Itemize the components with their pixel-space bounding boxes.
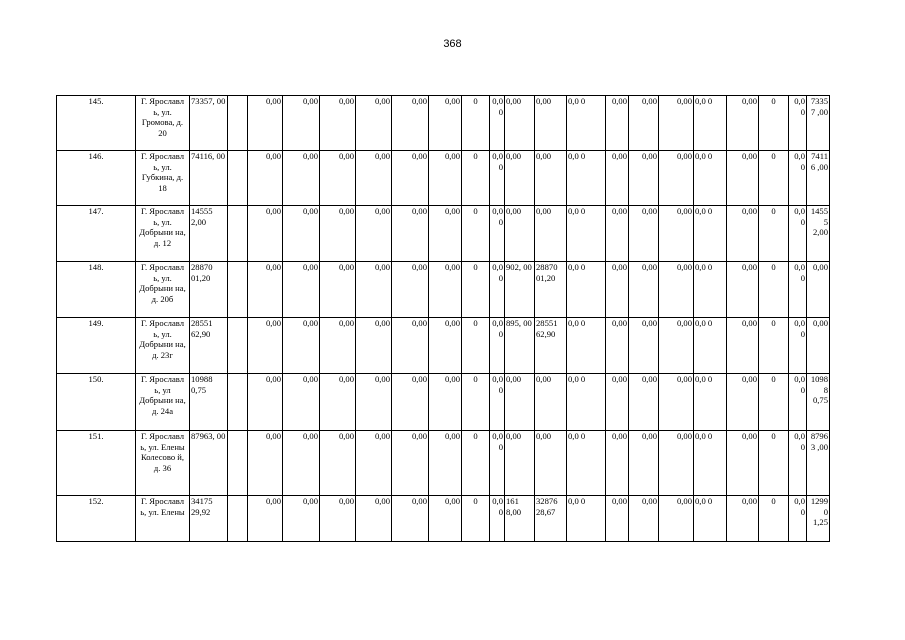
value-cell: 0,00 (629, 374, 659, 431)
value-cell: 0,00 (490, 318, 505, 374)
address-cell: Г. Ярославл ь, ул Добрыни на, д. 24а (136, 374, 190, 431)
value-cell: 0,00 (606, 262, 629, 318)
value-cell: 0 (759, 374, 789, 431)
value-cell (228, 96, 248, 151)
value-cell: 0,00 (283, 496, 320, 542)
value-cell: 0,00 (320, 96, 356, 151)
value-cell: 0,00 (727, 318, 759, 374)
table-row (57, 96, 870, 151)
value-cell: 0 (462, 96, 490, 151)
value-cell: 0,00 (392, 374, 429, 431)
value-cell: 0,00 (659, 431, 694, 496)
value-cell: 0,00 (727, 431, 759, 496)
value-cell: 0,00 (320, 496, 356, 542)
value-cell: 0,00 (606, 151, 629, 206)
value-cell (228, 496, 248, 542)
value-cell: 0,00 (392, 151, 429, 206)
value-cell: 0,00 (629, 151, 659, 206)
value-cell: 28870 01,20 (190, 262, 228, 318)
value-cell: 0 (462, 206, 490, 262)
value-cell: 0,00 (248, 496, 283, 542)
value-cell: 0,0 0 (567, 96, 606, 151)
value-cell: 0,00 (535, 374, 567, 431)
row-number-cell: 147. (57, 206, 136, 262)
value-cell: 0,00 (727, 96, 759, 151)
value-cell: 0,00 (248, 431, 283, 496)
value-cell: 0,00 (248, 374, 283, 431)
value-cell: 0,00 (606, 374, 629, 431)
value-cell: 0,00 (283, 318, 320, 374)
value-cell: 0,00 (505, 431, 535, 496)
value-cell: 0,0 0 (694, 96, 727, 151)
value-cell: 895, 00 (505, 318, 535, 374)
value-cell: 0,0 0 (567, 262, 606, 318)
value-cell: 902, 00 (505, 262, 535, 318)
address-cell: Г. Ярославл ь, ул. Добрыни на, д. 20б (136, 262, 190, 318)
value-cell: 0,00 (727, 496, 759, 542)
address-cell: Г. Ярославл ь, ул. Громова, д. 20 (136, 96, 190, 151)
value-cell: 0 (759, 431, 789, 496)
value-cell: 0,00 (789, 431, 807, 496)
value-cell: 0 (462, 496, 490, 542)
value-cell: 28870 01,20 (535, 262, 567, 318)
value-cell: 0,00 (505, 206, 535, 262)
value-cell: 0,00 (429, 96, 462, 151)
value-cell: 0 (462, 262, 490, 318)
value-cell: 0,00 (490, 431, 505, 496)
value-cell: 0,00 (248, 96, 283, 151)
value-cell: 0,00 (606, 318, 629, 374)
value-cell: 0,00 (807, 262, 830, 318)
value-cell (228, 318, 248, 374)
value-cell: 0,00 (392, 496, 429, 542)
value-cell: 0,00 (248, 206, 283, 262)
value-cell: 0,0 0 (694, 496, 727, 542)
address-cell: Г. Ярославл ь, ул. Добрыни на, д. 12 (136, 206, 190, 262)
value-cell: 0,00 (789, 206, 807, 262)
value-cell: 0,0 0 (694, 431, 727, 496)
value-cell: 0 (759, 262, 789, 318)
value-cell: 0 (759, 206, 789, 262)
value-cell: 0,00 (283, 151, 320, 206)
value-cell: 0,00 (789, 262, 807, 318)
data-table (56, 95, 870, 542)
value-cell: 0,00 (320, 318, 356, 374)
value-cell: 0,00 (320, 374, 356, 431)
value-cell: 34175 29,92 (190, 496, 228, 542)
value-cell: 0,00 (505, 151, 535, 206)
page-number: 368 (443, 38, 462, 50)
value-cell: 0,00 (356, 262, 392, 318)
value-cell: 73357, 00 (190, 96, 228, 151)
value-cell: 0,00 (505, 96, 535, 151)
value-cell: 0,00 (356, 206, 392, 262)
value-cell: 0,00 (356, 374, 392, 431)
value-cell: 0,00 (606, 431, 629, 496)
value-cell: 0,00 (356, 318, 392, 374)
value-cell: 0,00 (789, 496, 807, 542)
value-cell: 0,00 (727, 374, 759, 431)
value-cell: 10988 0,75 (190, 374, 228, 431)
value-cell: 0,00 (429, 496, 462, 542)
value-cell: 0,00 (283, 206, 320, 262)
value-cell: 0,0 0 (567, 318, 606, 374)
value-cell: 0,0 0 (567, 431, 606, 496)
value-cell: 0,00 (789, 151, 807, 206)
value-cell: 0,00 (490, 374, 505, 431)
value-cell: 0,00 (789, 96, 807, 151)
value-cell: 0,00 (490, 496, 505, 542)
value-cell: 0,00 (535, 151, 567, 206)
value-cell: 0,00 (490, 151, 505, 206)
value-cell: 0,0 0 (694, 151, 727, 206)
table-row (57, 496, 870, 542)
value-cell: 0,00 (283, 374, 320, 431)
value-cell: 0 (759, 496, 789, 542)
value-cell: 28551 62,90 (190, 318, 228, 374)
value-cell: 0,00 (535, 431, 567, 496)
value-cell: 0,00 (392, 262, 429, 318)
value-cell: 0,00 (629, 496, 659, 542)
row-number-cell: 152. (57, 496, 136, 542)
value-cell: 0,00 (490, 96, 505, 151)
value-cell: 74116, 00 (190, 151, 228, 206)
value-cell: 0,00 (659, 151, 694, 206)
table-row (57, 431, 870, 496)
value-cell: 0,00 (356, 431, 392, 496)
value-cell: 0,00 (659, 374, 694, 431)
row-number-cell: 149. (57, 318, 136, 374)
value-cell: 0,00 (807, 318, 830, 374)
value-cell: 0,00 (606, 96, 629, 151)
row-number-cell: 145. (57, 96, 136, 151)
value-cell: 28551 62,90 (535, 318, 567, 374)
value-cell: 14555 2,00 (807, 206, 830, 262)
row-number-cell: 151. (57, 431, 136, 496)
value-cell: 0,00 (356, 496, 392, 542)
value-cell: 0,0 0 (694, 206, 727, 262)
value-cell: 14555 2,00 (190, 206, 228, 262)
value-cell: 0,00 (490, 206, 505, 262)
value-cell: 0,00 (629, 206, 659, 262)
address-cell: Г. Ярославл ь, ул. Добрыни на, д. 23г (136, 318, 190, 374)
value-cell: 0,0 0 (567, 151, 606, 206)
table-row (57, 262, 870, 318)
value-cell (228, 206, 248, 262)
value-cell: 0,00 (392, 318, 429, 374)
value-cell (228, 151, 248, 206)
value-cell: 0,00 (490, 262, 505, 318)
row-number-cell: 148. (57, 262, 136, 318)
table-row (57, 151, 870, 206)
value-cell: 0,00 (659, 206, 694, 262)
value-cell: 0,00 (248, 262, 283, 318)
value-cell: 0 (462, 431, 490, 496)
value-cell: 0,00 (320, 431, 356, 496)
value-cell: 0 (462, 374, 490, 431)
value-cell: 12990 1,25 (807, 496, 830, 542)
value-cell: 0,00 (789, 374, 807, 431)
value-cell: 0,00 (356, 96, 392, 151)
value-cell: 0,00 (629, 431, 659, 496)
value-cell: 32876 28,67 (535, 496, 567, 542)
value-cell: 0,00 (283, 262, 320, 318)
row-number-cell: 150. (57, 374, 136, 431)
value-cell (228, 431, 248, 496)
value-cell: 0,00 (505, 374, 535, 431)
value-cell: 0,00 (283, 96, 320, 151)
value-cell: 0,00 (283, 431, 320, 496)
value-cell: 0,00 (429, 374, 462, 431)
value-cell: 10988 0,75 (807, 374, 830, 431)
value-cell: 87963, 00 (190, 431, 228, 496)
value-cell: 0 (462, 318, 490, 374)
value-cell: 0,00 (629, 318, 659, 374)
value-cell (228, 262, 248, 318)
table-row (57, 374, 870, 431)
value-cell: 0,00 (248, 318, 283, 374)
value-cell: 0,00 (629, 96, 659, 151)
value-cell: 0,00 (727, 151, 759, 206)
value-cell: 0,00 (429, 151, 462, 206)
value-cell: 0,00 (248, 151, 283, 206)
value-cell: 0,00 (320, 151, 356, 206)
table-row (57, 318, 870, 374)
value-cell: 0,00 (392, 206, 429, 262)
value-cell: 161 8,00 (505, 496, 535, 542)
value-cell: 0,00 (535, 96, 567, 151)
value-cell: 0 (759, 151, 789, 206)
value-cell: 0,00 (606, 206, 629, 262)
value-cell: 0,0 0 (567, 374, 606, 431)
value-cell: 0,0 0 (567, 206, 606, 262)
value-cell: 0,00 (356, 151, 392, 206)
value-cell: 0,0 0 (567, 496, 606, 542)
value-cell: 0,0 0 (694, 374, 727, 431)
value-cell: 0,00 (392, 431, 429, 496)
value-cell: 0,00 (659, 262, 694, 318)
value-cell: 0,00 (727, 206, 759, 262)
value-cell: 0,0 0 (694, 318, 727, 374)
value-cell: 0 (462, 151, 490, 206)
value-cell: 0,0 0 (694, 262, 727, 318)
value-cell: 0,00 (429, 262, 462, 318)
table-row (57, 206, 870, 262)
row-number-cell: 146. (57, 151, 136, 206)
value-cell: 0,00 (659, 96, 694, 151)
value-cell: 0,00 (429, 318, 462, 374)
value-cell: 0,00 (392, 96, 429, 151)
value-cell: 0,00 (659, 496, 694, 542)
value-cell: 0 (759, 318, 789, 374)
address-cell: Г. Ярославл ь, ул. Елены (136, 496, 190, 542)
value-cell: 0,00 (320, 206, 356, 262)
value-cell: 0,00 (789, 318, 807, 374)
value-cell: 0,00 (535, 206, 567, 262)
address-cell: Г. Ярославл ь, ул. Елены Колесово й, д. 36 (136, 431, 190, 496)
value-cell: 73357 ,00 (807, 96, 830, 151)
value-cell: 0,00 (629, 262, 659, 318)
value-cell: 0,00 (727, 262, 759, 318)
value-cell: 0 (759, 96, 789, 151)
address-cell: Г. Ярославл ь, ул. Губкина, д. 18 (136, 151, 190, 206)
value-cell: 0,00 (429, 431, 462, 496)
value-cell: 0,00 (320, 262, 356, 318)
value-cell: 0,00 (429, 206, 462, 262)
value-cell (228, 374, 248, 431)
value-cell: 74116 ,00 (807, 151, 830, 206)
value-cell: 87963 ,00 (807, 431, 830, 496)
value-cell: 0,00 (606, 496, 629, 542)
value-cell: 0,00 (659, 318, 694, 374)
